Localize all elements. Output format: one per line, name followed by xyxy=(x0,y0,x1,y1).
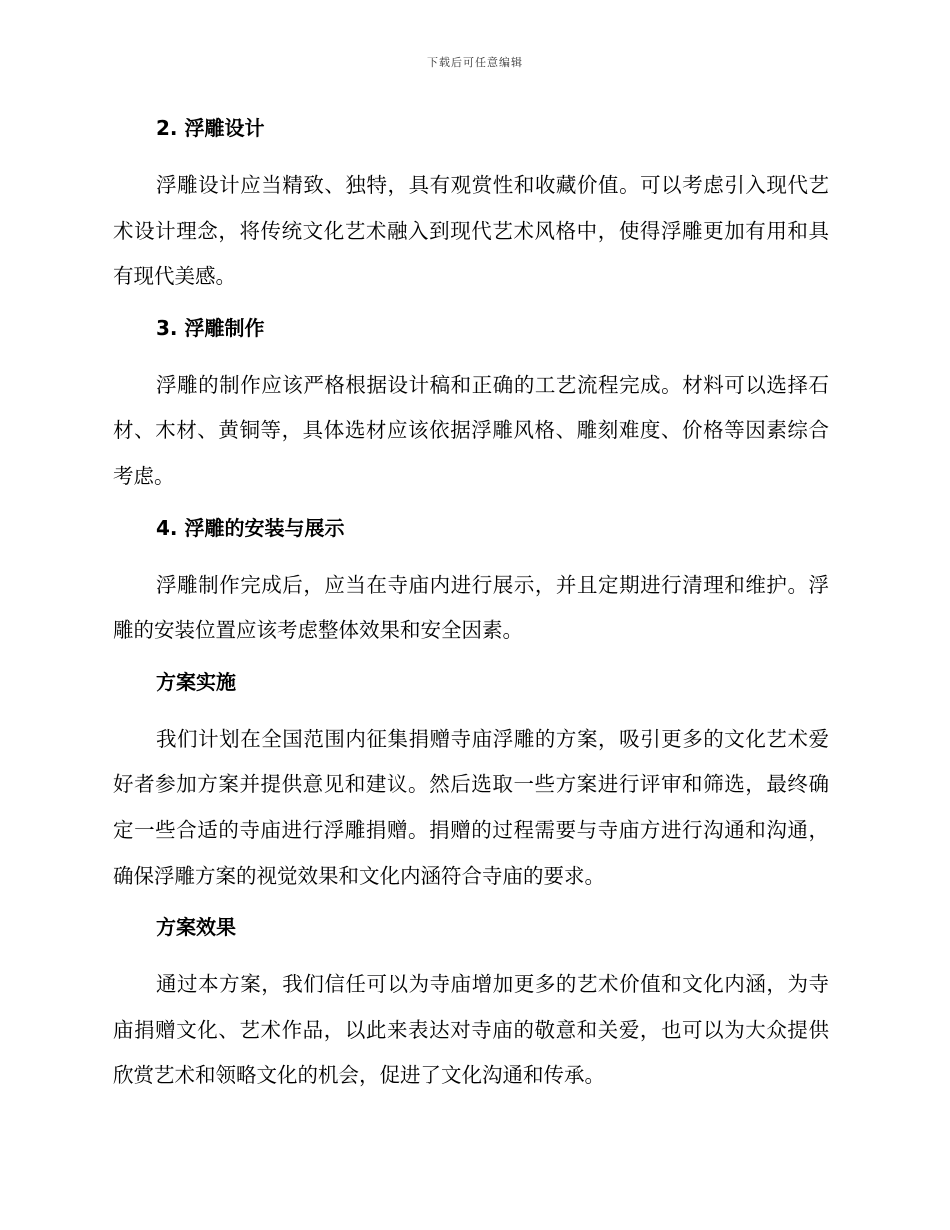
page-header-note: 下载后可任意编辑 xyxy=(427,56,523,69)
document-body xyxy=(113,112,829,1099)
section-heading-relief-design: 2. 浮雕设计 xyxy=(156,116,265,140)
section-heading-implementation: 方案实施 xyxy=(156,669,236,694)
section-paragraph-effect: 通过本方案，我们信任可以为寺庙增加更多的艺术价值和文化内涵，为寺庙捐赠文化、艺术作品，以此来表达对寺庙的敬意和关爱，也可以为大众提供欣赏艺术和领略文化的机会，促进了文化沟通和传承。 xyxy=(113,972,829,1088)
section-paragraph-installation-display: 浮雕制作完成后，应当在寺庙内进行展示，并且定期进行清理和维护。浮雕的安装位置应该考虑整体效果和安全因素。 xyxy=(113,572,829,643)
section-paragraph-implementation: 我们计划在全国范围内征集捐赠寺庙浮雕的方案，吸引更多的文化艺术爱好者参加方案并提供意见和建议。然后选取一些方案进行评审和筛选，最终确定一些合适的寺庙进行浮雕捐赠。捐赠的过程需要与寺庙方进行沟通和沟通，确保浮雕方案的视觉效果和文化内涵符合寺庙的要求。 xyxy=(113,726,829,888)
section-paragraph-relief-design: 浮雕设计应当精致、独特，具有观赏性和收藏价值。可以考虑引入现代艺术设计理念，将传统文化艺术融入到现代艺术风格中，使得浮雕更加有用和具有现代美感。 xyxy=(113,173,829,289)
section-heading-relief-production: 3. 浮雕制作 xyxy=(156,315,265,340)
section-heading-installation-display: 4. 浮雕的安装与展示 xyxy=(156,515,345,540)
section-paragraph-relief-production: 浮雕的制作应该严格根据设计稿和正确的工艺流程完成。材料可以选择石材、木材、黄铜等，具体选材应该依据浮雕风格、雕刻难度、价格等因素综合考虑。 xyxy=(113,372,829,488)
section-heading-effect: 方案效果 xyxy=(156,915,236,940)
